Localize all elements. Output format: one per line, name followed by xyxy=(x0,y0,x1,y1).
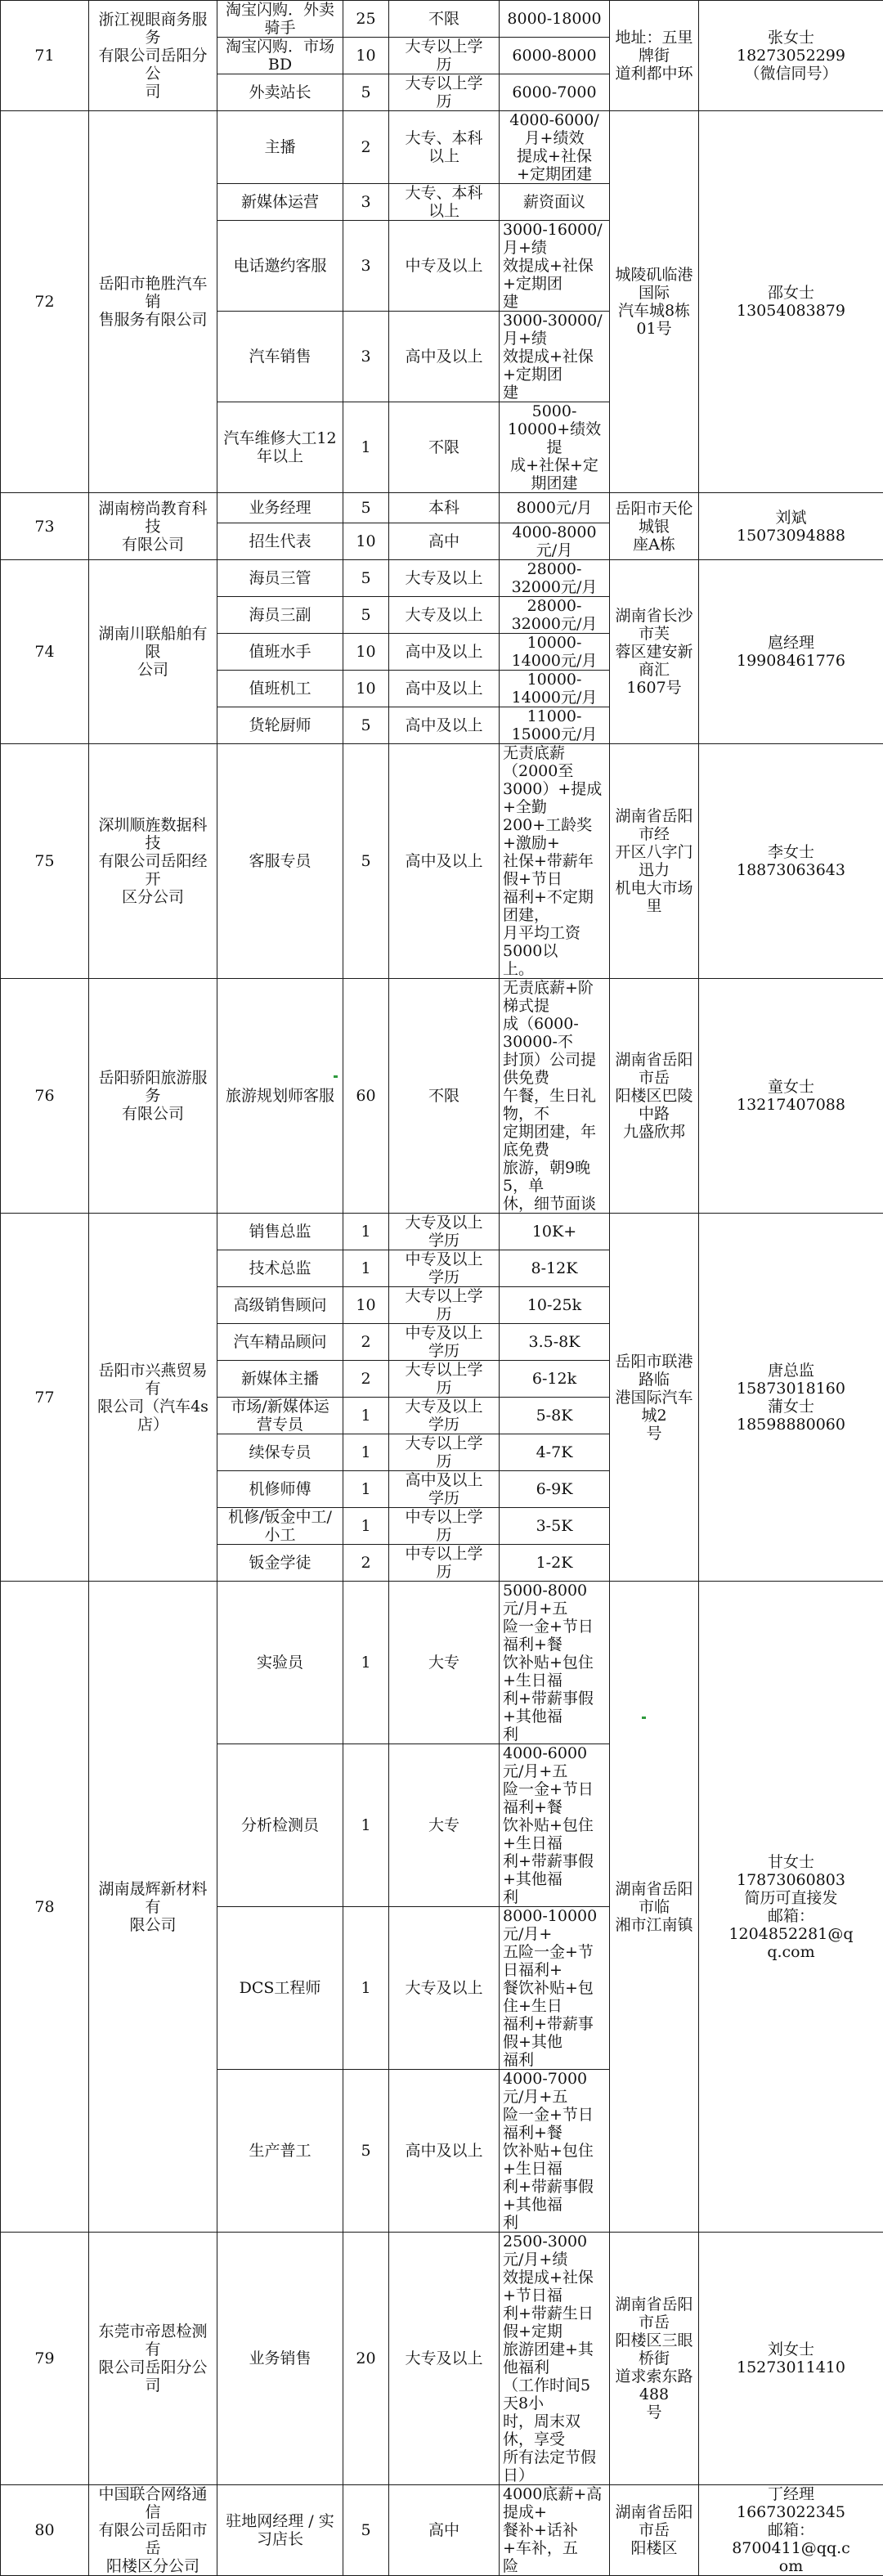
education-requirement: 高中 xyxy=(389,523,500,560)
headcount: 1 xyxy=(343,1471,389,1508)
position-title: 值班机工 xyxy=(217,671,343,707)
contact-info: 丁经理 16673022345 邮箱： 8700411@qq.c om xyxy=(699,2485,883,2576)
row-number: 80 xyxy=(1,2485,89,2576)
headcount: 20 xyxy=(343,2233,389,2485)
position-title: 货轮厨师 xyxy=(217,707,343,744)
work-address: 湖南省长沙市芙 蓉区建安新商汇 1607号 xyxy=(610,560,699,744)
education-requirement: 大专以上学 历 xyxy=(389,74,500,111)
company-name: 湖南榜尚教育科技 有限公司 xyxy=(89,493,217,560)
salary-benefits: 11000-15000元/月 xyxy=(500,707,610,744)
position-title: 淘宝闪购．市场 BD xyxy=(217,38,343,74)
headcount: 10 xyxy=(343,671,389,707)
contact-info: 张女士 18273052299 （微信同号） xyxy=(699,1,883,111)
headcount: 3 xyxy=(343,184,389,221)
work-address: 湖南省岳阳市临 湘市江南镇 xyxy=(610,1582,699,2233)
education-requirement: 大专以上学 历 xyxy=(389,1361,500,1398)
work-address: 岳阳市天伦城银 座A栋 xyxy=(610,493,699,560)
education-requirement: 高中 xyxy=(389,2485,500,2576)
row-number: 75 xyxy=(1,744,89,979)
company-name: 岳阳市兴燕贸易有 限公司（汽车4s 店） xyxy=(89,1214,217,1582)
row-number: 73 xyxy=(1,493,89,560)
work-address: 湖南省岳阳市岳 阳楼区 xyxy=(610,2485,699,2576)
headcount: 25 xyxy=(343,1,389,38)
salary-benefits: 8000元/月 xyxy=(500,493,610,523)
position-title: 业务经理 xyxy=(217,493,343,523)
position-title: 汽车精品顾问 xyxy=(217,1324,343,1361)
position-title: 机修师傅 xyxy=(217,1471,343,1508)
education-requirement: 高中及以上 xyxy=(389,2070,500,2233)
salary-benefits: 5000-8000元/月+五 险一金+节日福利+餐 饮补贴+包住+生日福 利+带薪事假+其他福 利 xyxy=(500,1582,610,1744)
education-requirement: 高中及以上 xyxy=(389,634,500,671)
position-title: 高级销售顾问 xyxy=(217,1287,343,1324)
salary-benefits: 10K+ xyxy=(500,1214,610,1250)
education-requirement: 大专及以上 学历 xyxy=(389,1398,500,1434)
headcount: 5 xyxy=(343,2485,389,2576)
education-requirement: 不限 xyxy=(389,979,500,1214)
salary-benefits: 3000-30000/月+绩 效提成+社保+定期团 建 xyxy=(500,312,610,402)
position-title: 主播 xyxy=(217,111,343,184)
position-title: 客服专员 xyxy=(217,744,343,979)
headcount: 5 xyxy=(343,493,389,523)
position-title: 汽车维修大工12 年以上 xyxy=(217,402,343,493)
position-title: 分析检测员 xyxy=(217,1744,343,1907)
salary-benefits: 10000-14000元/月 xyxy=(500,634,610,671)
headcount: 2 xyxy=(343,1545,389,1582)
table-row xyxy=(1,979,883,1214)
education-requirement: 高中及以上 学历 xyxy=(389,1471,500,1508)
salary-benefits: 3.5-8K xyxy=(500,1324,610,1361)
position-title: 电话邀约客服 xyxy=(217,221,343,312)
education-requirement: 大专及以上 xyxy=(389,597,500,634)
position-title: 新媒体运营 xyxy=(217,184,343,221)
position-title: 钣金学徒 xyxy=(217,1545,343,1582)
headcount: 1 xyxy=(343,1250,389,1287)
education-requirement: 不限 xyxy=(389,402,500,493)
education-requirement: 大专以上学 历 xyxy=(389,1287,500,1324)
education-requirement: 大专、本科 以上 xyxy=(389,184,500,221)
row-number: 78 xyxy=(1,1582,89,2233)
salary-benefits: 3-5K xyxy=(500,1508,610,1545)
salary-benefits: 6-9K xyxy=(500,1471,610,1508)
salary-benefits: 8-12K xyxy=(500,1250,610,1287)
headcount: 5 xyxy=(343,2070,389,2233)
salary-benefits: 8000-18000 xyxy=(500,1,610,38)
salary-benefits: 6000-7000 xyxy=(500,74,610,111)
education-requirement: 本科 xyxy=(389,493,500,523)
headcount: 5 xyxy=(343,560,389,597)
work-address: 湖南省岳阳市岳 阳楼区三眼桥街 道求索东路488 号 xyxy=(610,2233,699,2485)
company-name: 湖南川联船舶有限 公司 xyxy=(89,560,217,744)
row-number: 72 xyxy=(1,111,89,493)
position-title: 技术总监 xyxy=(217,1250,343,1287)
work-address: 湖南省岳阳市岳 阳楼区巴陵中路 九盛欣邦 xyxy=(610,979,699,1214)
headcount: 1 xyxy=(343,1508,389,1545)
salary-benefits: 4000-7000元/月+五 险一金+节日福利+餐 饮补贴+包住+生日福 利+带薪事假+其他福 利 xyxy=(500,2070,610,2233)
headcount: 10 xyxy=(343,634,389,671)
headcount: 1 xyxy=(343,402,389,493)
education-requirement: 中专及以上 学历 xyxy=(389,1324,500,1361)
salary-benefits: 8000-10000元/月+ 五险一金+节日福利+ 餐饮补贴+包住+生日 福利+带薪事假+其他 福利 xyxy=(500,1907,610,2070)
work-address: 岳阳市联港路临 港国际汽车城2 号 xyxy=(610,1214,699,1582)
headcount: 3 xyxy=(343,312,389,402)
table-row xyxy=(1,560,883,597)
education-requirement: 高中及以上 xyxy=(389,707,500,744)
headcount: 2 xyxy=(343,111,389,184)
headcount: 10 xyxy=(343,523,389,560)
education-requirement: 高中及以上 xyxy=(389,671,500,707)
salary-benefits: 无责底薪（2000至 3000）+提成+全勤 200+工龄奖+激励+ 社保+带薪年假+节日 福利+不定期团建， 月平均工资5000以 上。 xyxy=(500,744,610,979)
work-address: 湖南省岳阳市经 开区八字门迅力 机电大市场里 xyxy=(610,744,699,979)
headcount: 5 xyxy=(343,74,389,111)
headcount: 2 xyxy=(343,1324,389,1361)
work-address: 城陵矶临港国际 汽车城8栋01号 xyxy=(610,111,699,493)
headcount: 1 xyxy=(343,1907,389,2070)
salary-benefits: 薪资面议 xyxy=(500,184,610,221)
salary-benefits: 4000-6000/月+绩效 提成+社保+定期团建 xyxy=(500,111,610,184)
company-name: 湖南晟辉新材料有 限公司 xyxy=(89,1582,217,2233)
position-title: 续保专员 xyxy=(217,1434,343,1471)
education-requirement: 中专及以上 学历 xyxy=(389,1250,500,1287)
salary-benefits: 28000-32000元/月 xyxy=(500,597,610,634)
contact-info: 刘斌 15073094888 xyxy=(699,493,883,560)
position-title: 新媒体主播 xyxy=(217,1361,343,1398)
position-title: 业务销售 xyxy=(217,2233,343,2485)
contact-info: 甘女士 17873060803 简历可直接发 邮箱： 1204852281@q q.com xyxy=(699,1582,883,2233)
position-title: 值班水手 xyxy=(217,634,343,671)
education-requirement: 中专以上学 历 xyxy=(389,1545,500,1582)
row-number: 79 xyxy=(1,2233,89,2485)
contact-info: 童女士 13217407088 xyxy=(699,979,883,1214)
contact-info: 扈经理 19908461776 xyxy=(699,560,883,744)
company-name: 浙江视眼商务服务 有限公司岳阳分公 司 xyxy=(89,1,217,111)
contact-info: 邵女士 13054083879 xyxy=(699,111,883,493)
salary-benefits: 6000-8000 xyxy=(500,38,610,74)
salary-benefits: 2500-3000元/月+绩 效提成+社保+节日福 利+带薪生日假+定期 旅游团建+其他福利 （工作时间5天8小 时，周末双休，享受 所有法定节假日） xyxy=(500,2233,610,2485)
row-number: 76 xyxy=(1,979,89,1214)
salary-benefits: 无责底薪+阶梯式提 成（6000-30000-不 封顶）公司提供免费 午餐，生日礼物，不 定期团建，年底免费 旅游，朝9晚5，单 休，细节面谈 xyxy=(500,979,610,1214)
education-requirement: 高中及以上 xyxy=(389,744,500,979)
education-requirement: 不限 xyxy=(389,1,500,38)
headcount: 5 xyxy=(343,744,389,979)
company-name: 东莞市帝恩检测有 限公司岳阳分公司 xyxy=(89,2233,217,2485)
table-row xyxy=(1,744,883,979)
headcount: 60 xyxy=(343,979,389,1214)
salary-benefits: 6-12k xyxy=(500,1361,610,1398)
headcount: 10 xyxy=(343,38,389,74)
salary-benefits: 5-8K xyxy=(500,1398,610,1434)
education-requirement: 大专 xyxy=(389,1582,500,1744)
headcount: 5 xyxy=(343,597,389,634)
education-requirement: 大专及以上 xyxy=(389,2233,500,2485)
education-requirement: 大专以上学 历 xyxy=(389,1434,500,1471)
company-name: 深圳顺旌数据科技 有限公司岳阳经开 区分公司 xyxy=(89,744,217,979)
table-row xyxy=(1,1214,883,1250)
position-title: 旅游规划师客服 xyxy=(217,979,343,1214)
position-title: 外卖站长 xyxy=(217,74,343,111)
green-marker-mark xyxy=(642,1717,646,1719)
salary-benefits: 5000-10000+绩效提 成+社保+定期团建 xyxy=(500,402,610,493)
education-requirement: 中专及以上 xyxy=(389,221,500,312)
salary-benefits: 4000-8000元/月 xyxy=(500,523,610,560)
work-address: 地址：五里牌街 道利都中环 xyxy=(610,1,699,111)
salary-benefits: 3000-16000/月+绩 效提成+社保+定期团 建 xyxy=(500,221,610,312)
headcount: 10 xyxy=(343,1287,389,1324)
salary-benefits: 10-25k xyxy=(500,1287,610,1324)
position-title: 淘宝闪购．外卖 骑手 xyxy=(217,1,343,38)
headcount: 1 xyxy=(343,1744,389,1907)
education-requirement: 中专以上学 历 xyxy=(389,1508,500,1545)
table-row xyxy=(1,2233,883,2485)
row-number: 74 xyxy=(1,560,89,744)
green-marker-mark xyxy=(334,1075,338,1078)
education-requirement: 大专 xyxy=(389,1744,500,1907)
table-row xyxy=(1,493,883,523)
position-title: 海员三副 xyxy=(217,597,343,634)
salary-benefits: 4000底薪+高提成+ 餐补+话补+车补，五 险 xyxy=(500,2485,610,2576)
contact-info: 刘女士 15273011410 xyxy=(699,2233,883,2485)
headcount: 1 xyxy=(343,1214,389,1250)
headcount: 5 xyxy=(343,707,389,744)
table-row xyxy=(1,1,883,38)
salary-benefits: 1-2K xyxy=(500,1545,610,1582)
salary-benefits: 4-7K xyxy=(500,1434,610,1471)
table-row xyxy=(1,1582,883,1744)
company-name: 岳阳骄阳旅游服务 有限公司 xyxy=(89,979,217,1214)
position-title: 机修/钣金中工/ 小工 xyxy=(217,1508,343,1545)
salary-benefits: 28000-32000元/月 xyxy=(500,560,610,597)
position-title: 实验员 xyxy=(217,1582,343,1744)
position-title: 海员三管 xyxy=(217,560,343,597)
table-row xyxy=(1,2485,883,2576)
headcount: 1 xyxy=(343,1434,389,1471)
position-title: 汽车销售 xyxy=(217,312,343,402)
education-requirement: 高中及以上 xyxy=(389,312,500,402)
position-title: 销售总监 xyxy=(217,1214,343,1250)
position-title: 市场/新媒体运 营专员 xyxy=(217,1398,343,1434)
company-name: 岳阳市艳胜汽车销 售服务有限公司 xyxy=(89,111,217,493)
salary-benefits: 10000-14000元/月 xyxy=(500,671,610,707)
headcount: 1 xyxy=(343,1582,389,1744)
headcount: 3 xyxy=(343,221,389,312)
position-title: DCS工程师 xyxy=(217,1907,343,2070)
contact-info: 唐总监 15873018160 蒲女士 18598880060 xyxy=(699,1214,883,1582)
education-requirement: 大专及以上 xyxy=(389,560,500,597)
company-name: 中国联合网络通信 有限公司岳阳市岳 阳楼区分公司 xyxy=(89,2485,217,2576)
position-title: 招生代表 xyxy=(217,523,343,560)
table-row xyxy=(1,111,883,184)
position-title: 驻地网经理 / 实 习店长 xyxy=(217,2485,343,2576)
education-requirement: 大专、本科 以上 xyxy=(389,111,500,184)
salary-benefits: 4000-6000元/月+五 险一金+节日福利+餐 饮补贴+包住+生日福 利+带薪事假+其他福 利 xyxy=(500,1744,610,1907)
headcount: 1 xyxy=(343,1398,389,1434)
education-requirement: 大专及以上 xyxy=(389,1907,500,2070)
contact-info: 李女士 18873063643 xyxy=(699,744,883,979)
row-number: 77 xyxy=(1,1214,89,1582)
education-requirement: 大专以上学 历 xyxy=(389,38,500,74)
headcount: 2 xyxy=(343,1361,389,1398)
position-title: 生产普工 xyxy=(217,2070,343,2233)
education-requirement: 大专及以上 学历 xyxy=(389,1214,500,1250)
row-number: 71 xyxy=(1,1,89,111)
